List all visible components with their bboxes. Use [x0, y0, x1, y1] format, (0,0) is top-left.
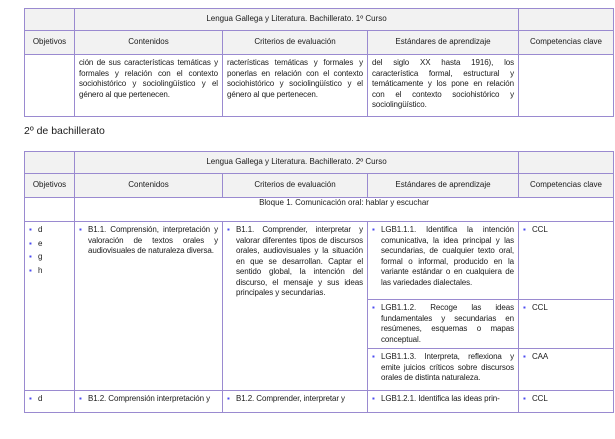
cell-objetivos — [25, 55, 75, 117]
header-objetivos: Objetivos — [25, 31, 75, 55]
block-title: Bloque 1. Comunicación oral: hablar y escuchar — [75, 198, 614, 222]
cell-estandares — [368, 222, 519, 300]
cell-competencias — [519, 222, 614, 300]
objetivo-code: d — [38, 225, 43, 234]
cell-estandares — [368, 349, 519, 391]
competencia-text: CCL — [532, 225, 548, 234]
list-item — [29, 394, 70, 405]
list-item — [29, 239, 70, 250]
header-criterios: Criterios de evaluación — [223, 174, 368, 198]
cell-criterios — [223, 222, 368, 391]
cell-competencias — [519, 349, 614, 391]
bullet-icon: ▪ — [29, 252, 32, 261]
objetivo-code: g — [38, 252, 43, 261]
table-title-spacer — [25, 152, 75, 174]
objetivo-code: e — [38, 238, 43, 248]
criterio-text: B1.1. Comprender, interpretar y valorar diferentes tipos de discursos orales, audiovisuales y la situación en que se desarrollan. Captar el sentido global, la intención del discurso, el mensaje y sus ideas principales y secundarias. — [236, 225, 363, 297]
bullet-icon: ▪ — [227, 394, 230, 403]
header-contenidos: Contenidos — [75, 174, 223, 198]
bullet-icon: ▪ — [372, 394, 375, 403]
cell-competencias — [519, 300, 614, 349]
header-estandares: Estándares de aprendizaje — [368, 174, 519, 198]
cell-contenidos — [75, 55, 223, 117]
contenido-text: B1.2. Comprensión interpretación y — [88, 394, 210, 403]
table-title-spacer — [519, 152, 614, 174]
cell-objetivos — [25, 222, 75, 391]
list-item — [29, 225, 70, 236]
bullet-icon: ▪ — [523, 303, 526, 312]
bullet-icon: ▪ — [372, 303, 375, 312]
contenidos-text: ción de sus características temáticas y formales y relación con el contexto sociohistórico y sociolingüístico y el género al que pertenecen. — [79, 58, 218, 99]
bullet-icon: ▪ — [523, 394, 526, 403]
header-contenidos: Contenidos — [75, 31, 223, 55]
estandares-text: del siglo XX hasta 1916), los característica formal, estructural y temáticamente y los pone en relación con el contexto sociohistórico y sociolingüístico. — [372, 58, 514, 109]
table-title-spacer — [25, 9, 75, 31]
bullet-icon: ▪ — [29, 265, 32, 275]
competencia-text: CAA — [532, 352, 549, 361]
cell-estandares — [368, 300, 519, 349]
header-estandares: Estándares de aprendizaje — [368, 31, 519, 55]
table-title: Lengua Gallega y Literatura. Bachillerato. 1º Curso — [75, 9, 519, 31]
section-heading: 2º de bachillerato — [24, 125, 105, 137]
bullet-icon: ▪ — [29, 225, 32, 234]
cell-criterios — [223, 55, 368, 117]
header-criterios: Criterios de evaluación — [223, 31, 368, 55]
criterios-text: racterísticas temáticas y formales y ponerlas en relación con el contexto sociohistórico y sociolingüístico y el género al que pertenecen. — [227, 58, 363, 99]
cell-estandares — [368, 55, 519, 117]
bullet-icon: ▪ — [227, 225, 230, 234]
bullet-icon: ▪ — [372, 352, 375, 361]
table-title: Lengua Gallega y Literatura. Bachillerato. 2º Curso — [75, 152, 519, 174]
cell-criterios — [223, 391, 368, 413]
bullet-icon: ▪ — [29, 394, 32, 403]
criterio-text: B1.2. Comprender, interpretar y — [236, 394, 345, 403]
curriculum-table-2 — [24, 151, 614, 413]
competencia-text: CCL — [532, 394, 548, 403]
table-title-spacer — [519, 9, 614, 31]
cell-objetivos — [25, 391, 75, 413]
bullet-icon: ▪ — [372, 225, 375, 234]
header-objetivos: Objetivos — [25, 174, 75, 198]
bullet-icon: ▪ — [79, 394, 82, 403]
block-spacer — [25, 198, 75, 222]
estandar-text: LGB1.2.1. Identifica las ideas prin- — [381, 394, 500, 403]
cell-competencias — [519, 55, 614, 117]
list-item — [29, 252, 70, 263]
objetivo-code: d — [38, 394, 43, 403]
header-competencias: Competencias clave — [519, 174, 614, 198]
bullet-icon: ▪ — [523, 352, 526, 361]
estandar-text: LGB1.1.1. Identifica la intención comunicativa, la idea principal y las secundarias, de cualquier texto oral, formal o informal, producido en la variante estándar o en cualquiera de las variedades dialectales. — [381, 225, 514, 287]
curriculum-table-1 — [24, 8, 614, 117]
competencia-text: CCL — [532, 303, 548, 312]
cell-estandares — [368, 391, 519, 413]
cell-contenidos — [75, 391, 223, 413]
contenido-text: B1.1. Comprensión, interpretación y valoración de textos orales y audiovisuales de naturaleza diversa. — [88, 225, 218, 255]
estandar-text: LGB1.1.2. Recoge las ideas fundamentales y secundarias en resúmenes, esquemas o mapas conceptual. — [381, 303, 514, 344]
bullet-icon: ▪ — [29, 238, 32, 248]
bullet-icon: ▪ — [523, 225, 526, 234]
cell-contenidos — [75, 222, 223, 391]
objetivo-code: h — [38, 265, 43, 275]
list-item — [29, 266, 70, 277]
estandar-text: LGB1.1.3. Interpreta, reflexiona y emite juicios críticos sobre discursos orales de distinta naturaleza. — [381, 352, 514, 382]
bullet-icon: ▪ — [79, 225, 82, 234]
header-competencias: Competencias clave — [519, 31, 614, 55]
cell-competencias — [519, 391, 614, 413]
